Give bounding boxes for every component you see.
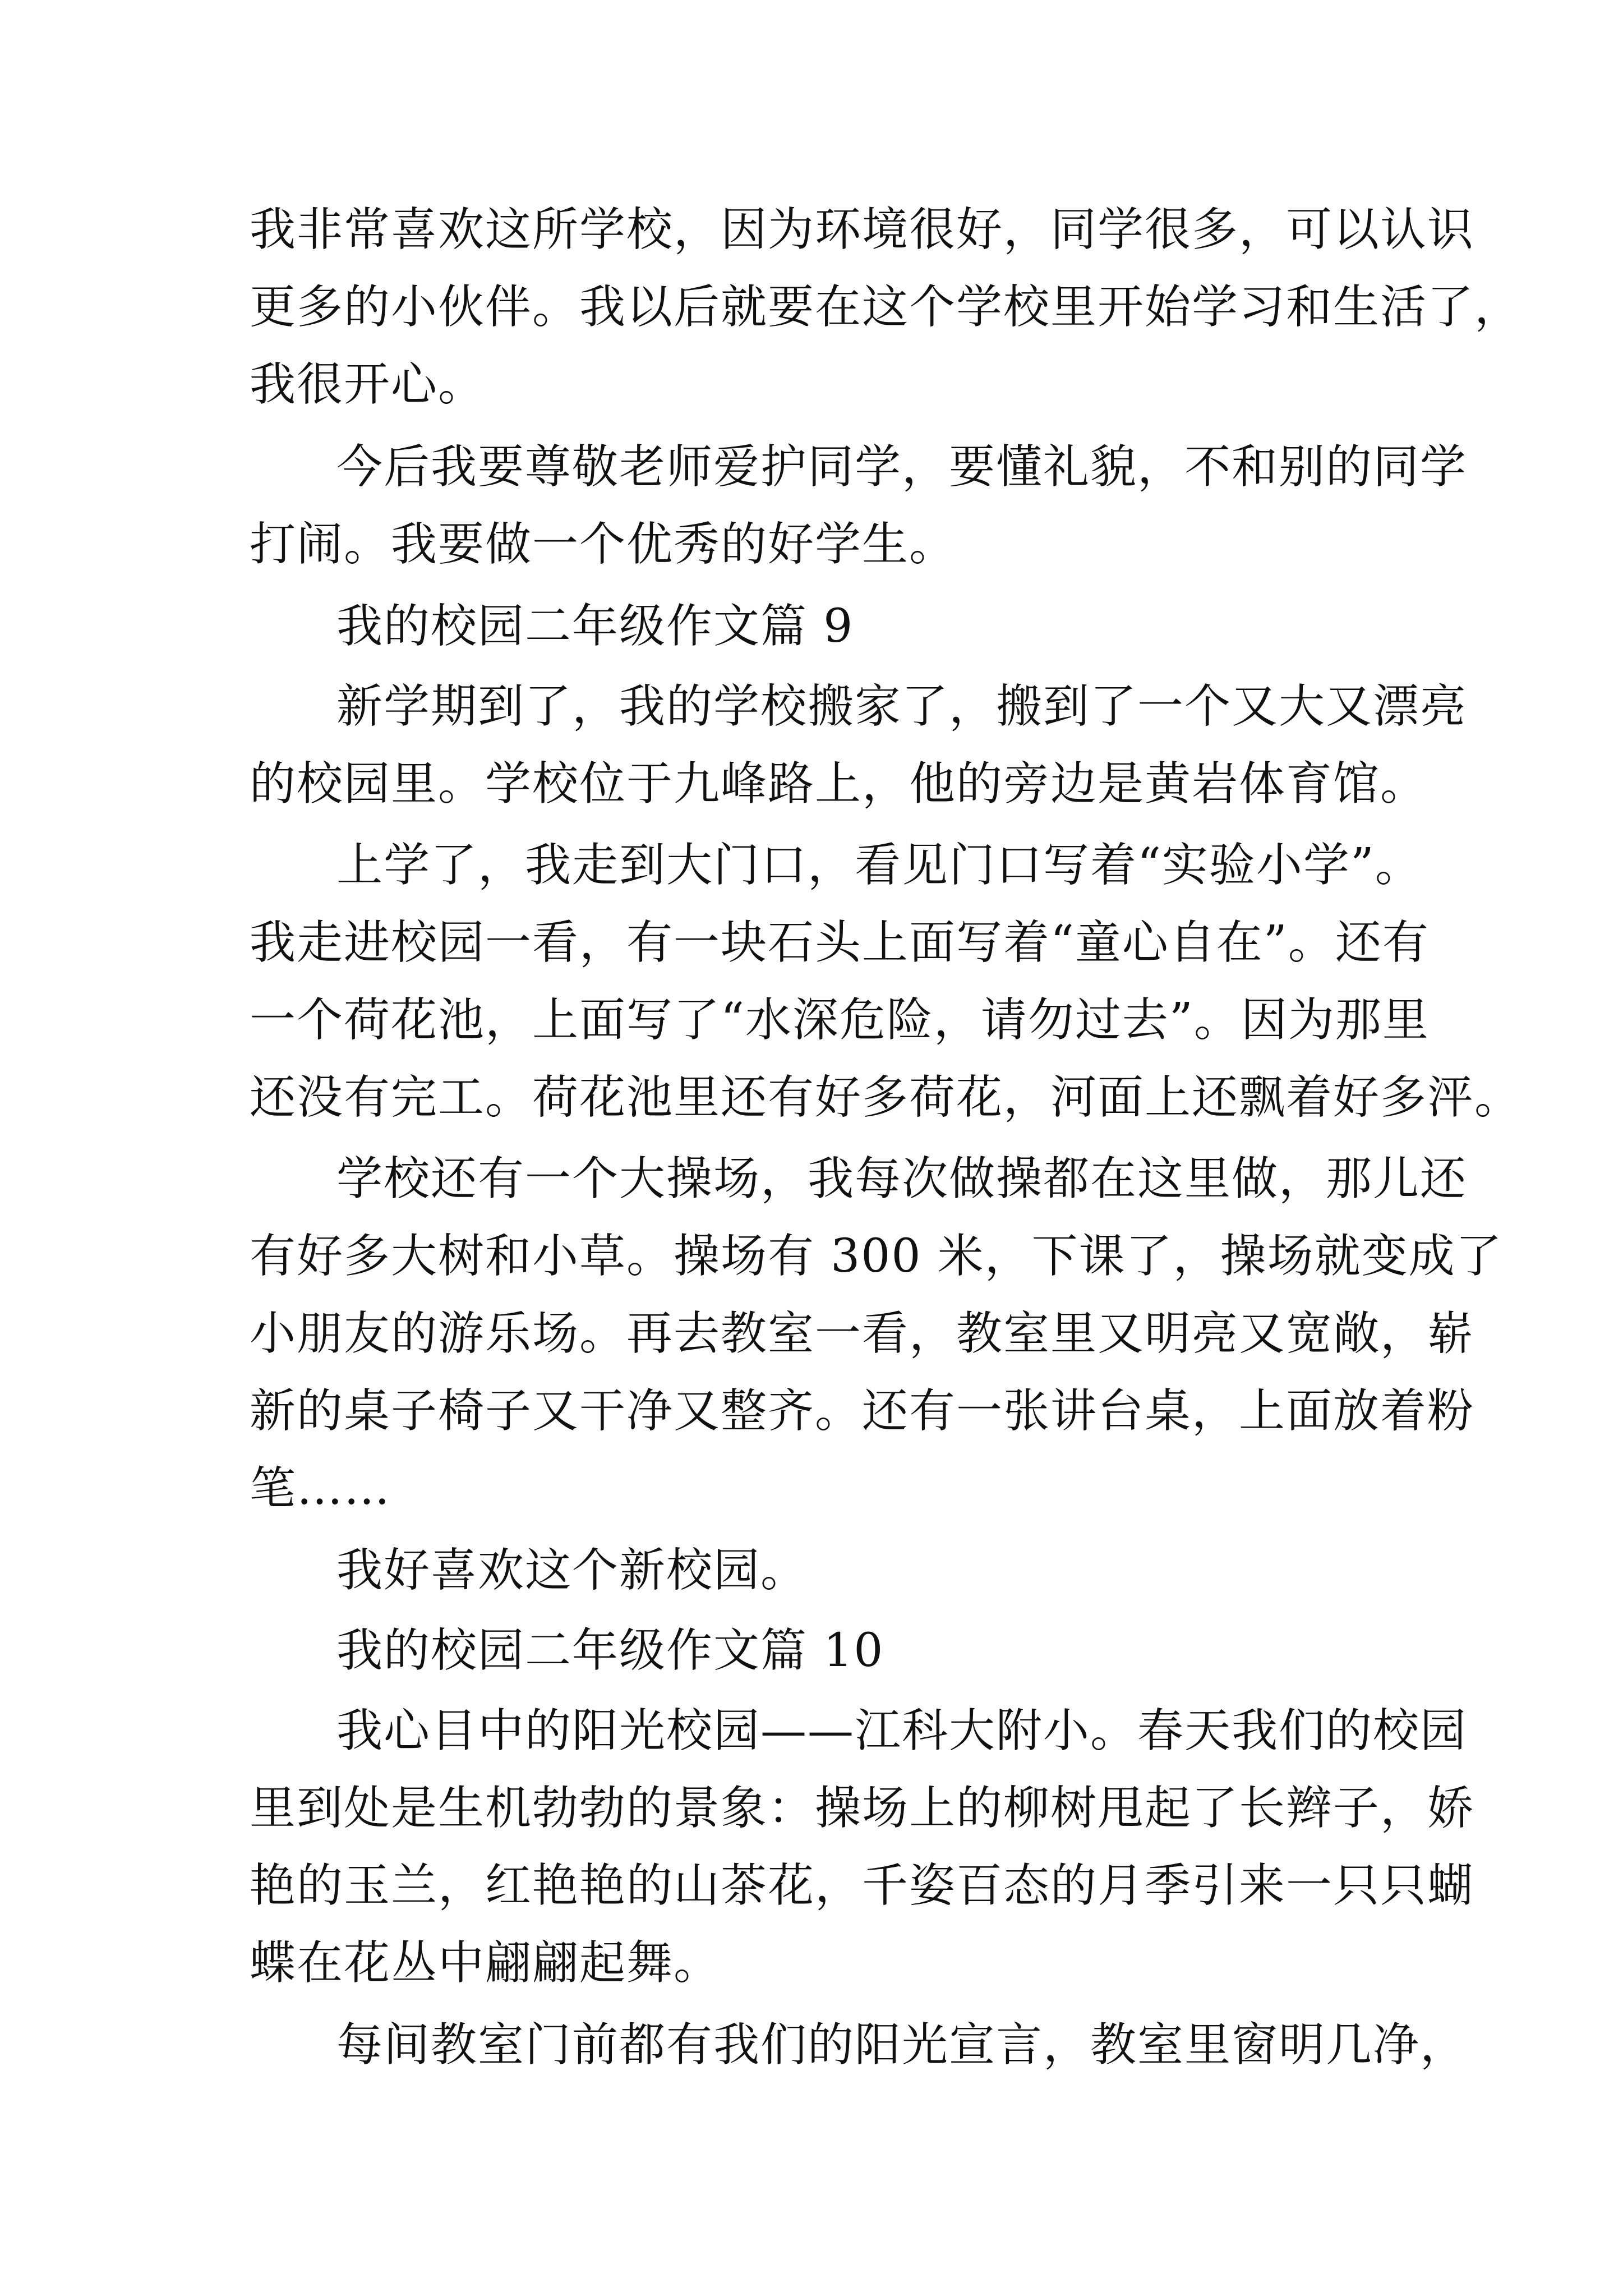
text-line: 我很开心。 — [250, 358, 486, 411]
text-line: 更多的小伙伴。我以后就要在这个学校里开始学习和生活了， — [250, 280, 1522, 334]
text-line: 每间教室门前都有我们的阳光宣言，教室里窗明几净， — [336, 2018, 1468, 2072]
text-line: 里到处是生机勃勃的景象：操场上的柳树甩起了长辫子，娇 — [250, 1782, 1475, 1835]
text-line: 有好多大树和小草。操场有 300 米，下课了，操场就变成了 — [250, 1230, 1503, 1283]
text-line: 新的桌子椅子又干净又整齐。还有一张讲台桌，上面放着粉 — [250, 1384, 1475, 1438]
text-line: 今后我要尊敬老师爱护同学，要懂礼貌，不和别的同学 — [336, 440, 1468, 494]
text-line: 新学期到了，我的学校搬家了，搬到了一个又大又漂亮 — [336, 680, 1468, 733]
text-line: 还没有完工。荷花池里还有好多荷花，河面上还飘着好多泙。 — [250, 1071, 1522, 1124]
text-line: 艳的玉兰，红艳艳的山茶花，千姿百态的月季引来一只只蝴 — [250, 1859, 1475, 1912]
text-line: 我非常喜欢这所学校，因为环境很好，同学很多，可以认识 — [250, 203, 1475, 256]
text-line: 我心目中的阳光校园——江科大附小。春天我们的校园 — [336, 1704, 1468, 1757]
text-line: 蝶在花丛中翩翩起舞。 — [250, 1936, 721, 1990]
text-line: 我走进校园一看，有一块石头上面写着“童心自在”。还有 — [250, 916, 1430, 969]
section-heading: 我的校园二年级作文篇 10 — [336, 1624, 884, 1677]
text-line: 小朋友的游乐场。再去教室一看，教室里又明亮又宽敞，崭 — [250, 1307, 1475, 1360]
text-line: 的校园里。学校位于九峰路上，他的旁边是黄岩体育馆。 — [250, 757, 1428, 811]
text-line: 笔…… — [250, 1462, 391, 1515]
section-heading: 我的校园二年级作文篇 9 — [336, 600, 854, 653]
text-line: 一个荷花池，上面写了“水深危险，请勿过去”。因为那里 — [250, 993, 1430, 1047]
text-line: 打闹。我要做一个优秀的好学生。 — [250, 518, 957, 571]
text-line: 我好喜欢这个新校园。 — [336, 1544, 808, 1597]
text-line: 上学了，我走到大门口，看见门口写着“实验小学”。 — [336, 839, 1422, 892]
text-line: 学校还有一个大操场，我每次做操都在这里做，那儿还 — [336, 1152, 1468, 1205]
